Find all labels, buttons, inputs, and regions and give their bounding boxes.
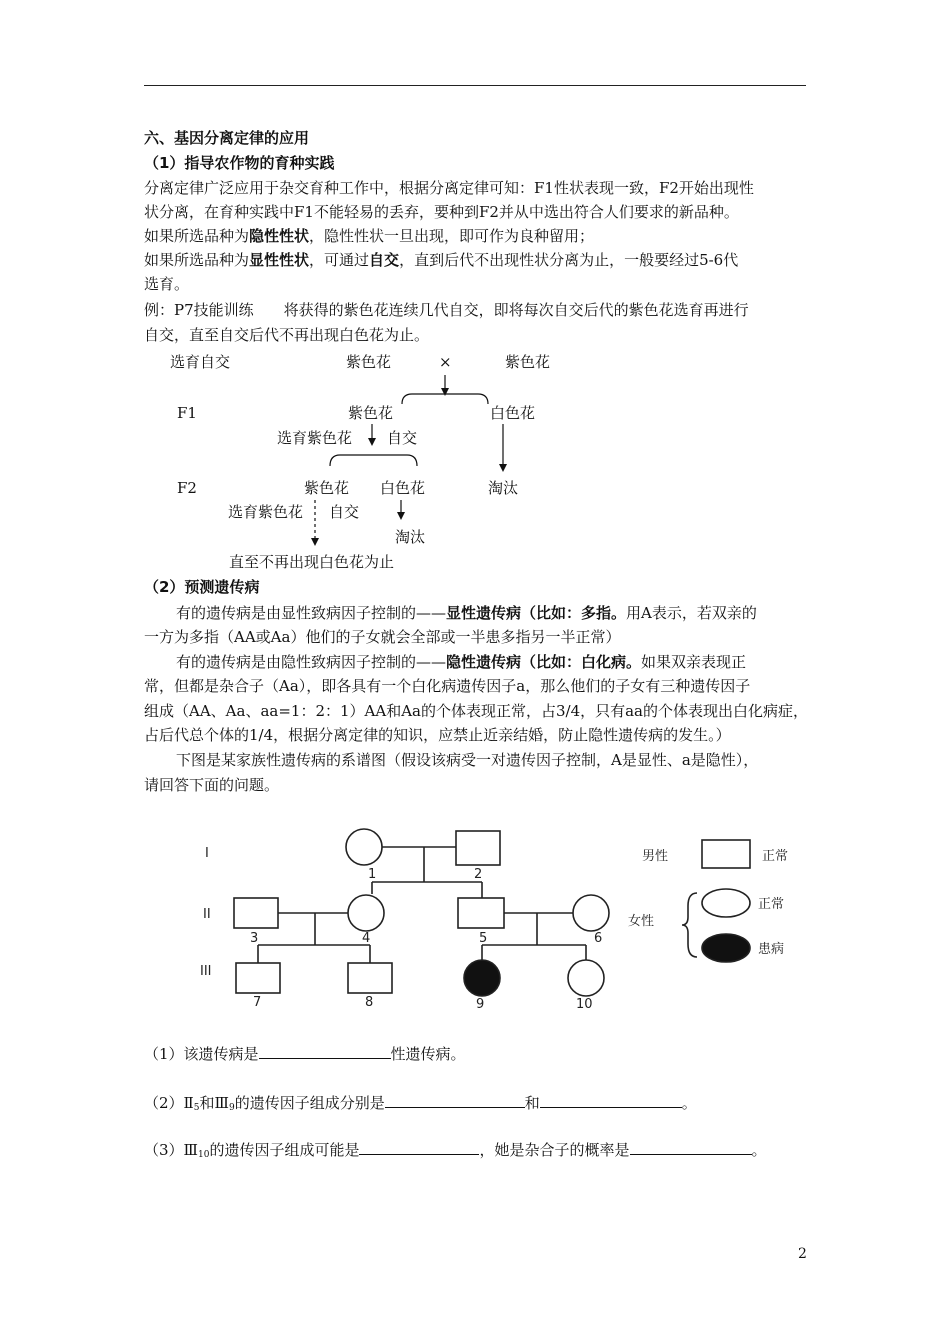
individual-1 [346, 829, 382, 865]
id-label: 2 [474, 867, 483, 882]
legend-affected-label: 患病 [758, 942, 785, 957]
flow-purple-parent: 紫色花 [505, 353, 551, 371]
id-label: 7 [253, 995, 262, 1010]
paragraph-line: 分离定律广泛应用于杂交育种工作中，根据分离定律可知：F1性状表现一致，F2开始出现性 [144, 179, 754, 197]
flow-purple-parent: 紫色花 [346, 353, 392, 371]
id-label: 8 [365, 995, 374, 1010]
individual-8 [348, 963, 392, 993]
id-label: 9 [476, 997, 485, 1012]
paragraph-line: 状分离，在育种实践中F1不能轻易的丢弃，要种到F2并从中选出符合人们要求的新品种。 [144, 203, 739, 221]
flow-f2-white: 白色花 [380, 479, 426, 497]
individual-9-affected [464, 960, 500, 996]
flow-selfing: 自交 [329, 503, 360, 521]
id-label: 10 [576, 997, 593, 1012]
id-label: 4 [362, 931, 371, 946]
example-line: 例：P7技能训练 将获得的紫色花连续几代自交，即将每次自交后代的紫色花选育再进行 [144, 301, 749, 319]
question-3: $(3)Ⅲ_{10}$的遗传因子组成可能是 ，她是杂合子的概率是 。 [144, 1141, 767, 1160]
breeding-flow-diagram [0, 0, 950, 580]
id-label: 6 [594, 931, 603, 946]
flow-selfing: 自交 [387, 429, 418, 447]
legend-female-label: 女性 [628, 914, 655, 929]
id-label: 5 [479, 931, 488, 946]
generation-II-label: II [203, 907, 211, 922]
question-1: （1）该遗传病是 性遗传病。 [144, 1045, 466, 1063]
paragraph-line: 下图是某家族性遗传病的系谱图（假设该病受一对遗传因子控制，A是显性、a是隐性）， [176, 751, 759, 769]
arrow-head [397, 512, 405, 520]
individual-4 [348, 895, 384, 931]
question-2: $(2)Ⅱ_5$和$Ⅲ_9$的遗传因子组成分别是 和 。 [144, 1094, 697, 1113]
answer-blank[interactable] [359, 1139, 479, 1155]
recessive-disease-line: 有的遗传病是由隐性致病因子控制的——隐性遗传病（比如：白化病。如果双亲表现正 [176, 653, 747, 671]
paragraph-line: 常，但都是杂合子（Aa），即各具有一个白化病遗传因子a，那么他们的子女有三种遗传因子 [144, 677, 751, 695]
recessive-line: 如果所选品种为隐性性状，隐性性状一旦出现，即可作为良种留用； [144, 227, 595, 245]
paragraph-line: 占后代总个体的1/4，根据分离定律的知识，应禁止近亲结婚，防止隐性遗传病的发生。） [144, 726, 731, 744]
arrow-head [311, 538, 319, 546]
arrow-head [368, 438, 376, 446]
id-label: 3 [250, 931, 259, 946]
individual-3 [234, 898, 278, 928]
generation-I-label: I [205, 846, 209, 861]
arrow-head [441, 388, 449, 396]
legend-normal-label: 正常 [762, 849, 789, 864]
individual-2 [456, 831, 500, 865]
legend-female-affected [702, 934, 750, 962]
answer-blank[interactable] [540, 1092, 682, 1108]
generation-III-label: III [200, 964, 212, 979]
flow-f1-label: F1 [177, 404, 197, 422]
arrow-head [499, 464, 507, 472]
pedigree-chart [180, 810, 840, 1025]
answer-blank[interactable] [385, 1092, 525, 1108]
flow-cross: × [439, 353, 452, 371]
flow-f1-white: 白色花 [490, 404, 536, 422]
legend-male-normal [702, 840, 750, 868]
answer-blank[interactable] [259, 1043, 391, 1059]
legend-female-normal [702, 889, 750, 917]
individual-7 [236, 963, 280, 993]
dominant-line: 如果所选品种为显性性状，可通过自交，直到后代不出现性状分离为止，一般要经过5-6代 [144, 251, 739, 269]
flow-f2-purple: 紫色花 [304, 479, 350, 497]
flow-f2-label: F2 [177, 479, 197, 497]
individual-5 [458, 898, 504, 928]
section-title: 六、基因分离定律的应用 [144, 129, 310, 147]
subsection-title-disease: （2）预测遗传病 [144, 578, 260, 596]
individual-6 [573, 895, 609, 931]
page-number: 2 [798, 1246, 807, 1262]
dominant-disease-line: 有的遗传病是由显性致病因子控制的——显性遗传病（比如：多指。用A表示，若双亲的 [176, 604, 757, 622]
paragraph-line: 请回答下面的问题。 [144, 776, 280, 794]
paragraph-line: 选育。 [144, 275, 190, 293]
flow-eliminate: 淘汰 [488, 479, 519, 497]
example-line: 自交，直至自交后代不再出现白色花为止。 [144, 326, 430, 344]
subsection-title-breeding: （1）指导农作物的育种实践 [144, 154, 335, 172]
paragraph-line: 一方为多指（AA或Aa）他们的子女就会全部或一半患多指另一半正常） [144, 628, 621, 646]
legend-male-label: 男性 [642, 849, 669, 864]
flow-label-select-selfing: 选育自交 [170, 353, 231, 371]
legend-normal-label: 正常 [758, 897, 785, 912]
flow-eliminate: 淘汰 [395, 528, 426, 546]
flow-f1-purple: 紫色花 [348, 404, 394, 422]
flow-select-purple: 选育紫色花 [277, 429, 353, 447]
id-label: 1 [368, 867, 377, 882]
f2-bracket [330, 455, 417, 466]
answer-blank[interactable] [630, 1139, 752, 1155]
paragraph-line: 组成（AA、Aa、aa=1：2：1）AA和Aa的个体表现正常，占3/4，只有aa的个体表现出白化病症， [144, 702, 808, 720]
flow-until: 直至不再出现白色花为止 [229, 553, 395, 571]
flow-select-purple: 选育紫色花 [228, 503, 304, 521]
individual-10 [568, 960, 604, 996]
